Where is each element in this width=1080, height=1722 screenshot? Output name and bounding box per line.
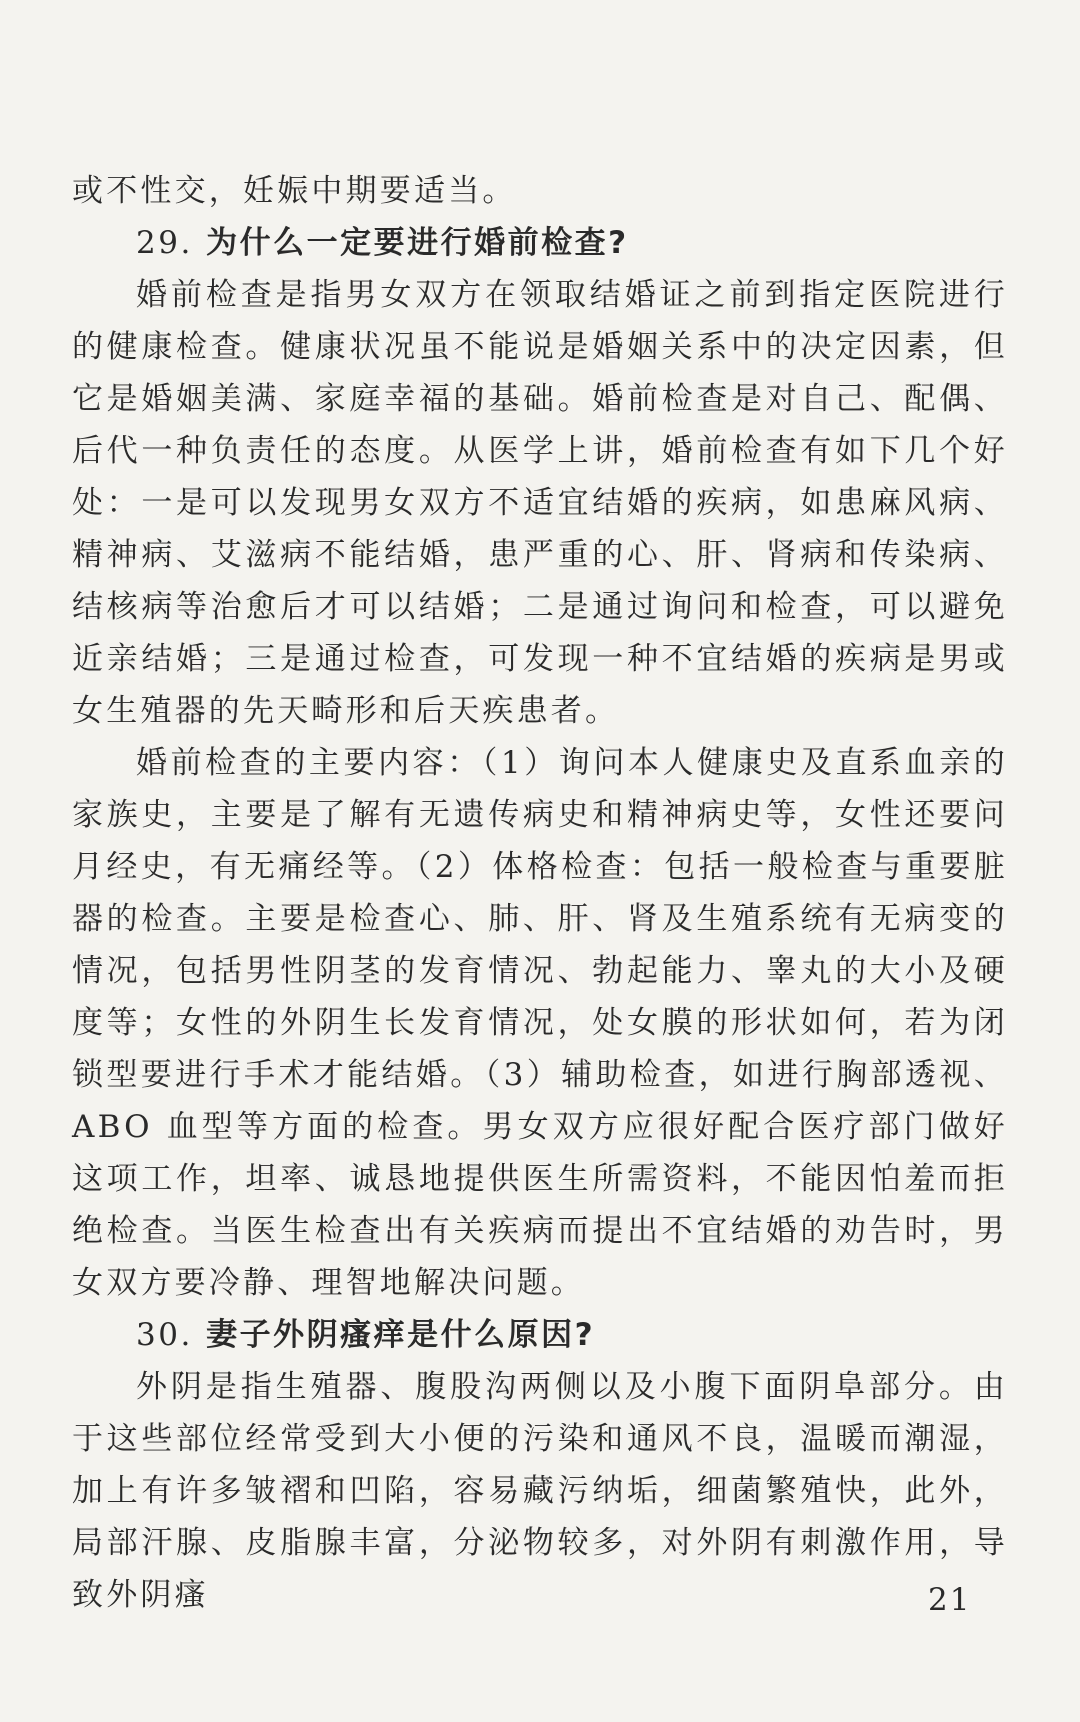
paragraph-premarital-contents: 婚前检查的主要内容：（1）询问本人健康史及直系血亲的家族史，主要是了解有无遗传病史和精神病史等，女性还要问月经史，有无痛经等。（2）体格检查：包括一般检查与重要脏器的检查。主要是检查心、肺、肝、肾及生殖系统有无病变的情况，包括男性阴茎的发育情况、勃起能力、睾丸的大小及硬度等；女性的外阴生长发育情况，处女膜的形状如何，若为闭锁型要进行手术才能结婚。（3）辅助检查，如进行胸部透视、ABO 血型等方面的检查。男女双方应很好配合医疗部门做好这项工作，坦率、诚恳地提供医生所需资料，不能因怕羞而拒绝检查。当医生检查出有关疾病而提出不宜结婚的劝告时，男女双方要冷静、理智地解决问题。 — [72, 745, 1008, 1301]
page-number: 21 — [928, 1582, 972, 1618]
section-title: 为什么一定要进行婚前检查? — [206, 225, 629, 261]
section-number: 29. — [136, 225, 193, 261]
paragraph-premarital-definition: 婚前检查是指男女双方在领取结婚证之前到指定医院进行的健康检查。健康状况虽不能说是婚姻关系中的决定因素，但它是婚姻美满、家庭幸福的基础。婚前检查是对自己、配偶、后代一种负责任的态度。从医学上讲，婚前检查有如下几个好处：一是可以发现男女双方不适宜结婚的疾病，如患麻风病、精神病、艾滋病不能结婚，患严重的心、肝、肾病和传染病、结核病等治愈后才可以结婚；二是通过询问和检查，可以避免近亲结婚；三是通过检查，可发现一种不宜结婚的疾病是男或女生殖器的先天畸形和后天疾患者。 — [72, 277, 1008, 729]
paragraph-vulva-itching: 外阴是指生殖器、腹股沟两侧以及小腹下面阴阜部分。由于这些部位经常受到大小便的污染和通风不良，温暖而潮湿，加上有许多皱褶和凹陷，容易藏污纳垢，细菌繁殖快，此外，局部汗腺、皮脂腺丰富，分泌物较多，对外阴有刺激作用，导致外阴瘙 — [72, 1369, 1008, 1613]
section-title: 妻子外阴瘙痒是什么原因? — [206, 1317, 596, 1353]
body-text — [72, 165, 1008, 1621]
section-heading-29 — [72, 217, 1008, 269]
paragraph-continuation: 或不性交，妊娠中期要适当。 — [72, 173, 517, 209]
section-heading-30 — [72, 1309, 1008, 1361]
section-number: 30. — [136, 1317, 193, 1353]
